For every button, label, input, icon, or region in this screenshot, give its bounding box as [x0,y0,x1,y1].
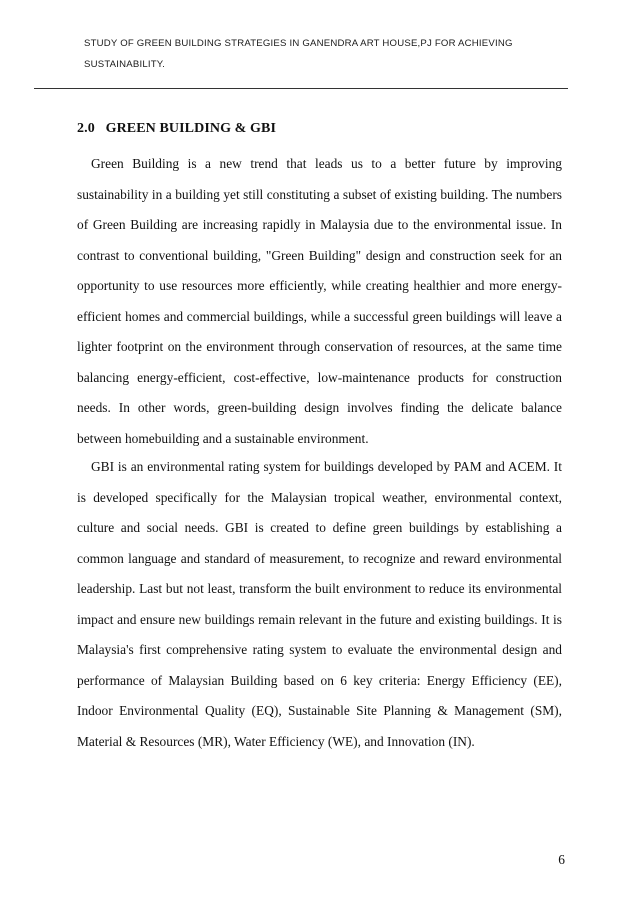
header-divider [34,88,568,89]
running-header [84,33,554,75]
section-heading: 2.0 GREEN BUILDING & GBI [77,121,277,136]
running-header-line-1: STUDY OF GREEN BUILDING STRATEGIES IN GANENDRA ART HOUSE,PJ FOR ACHIEVING [84,38,513,49]
paragraph-gbi: GBI is an environmental rating system for buildings developed by PAM and ACEM. It is developed specifically for the Malaysian tropical weather, environmental context, culture and social needs. GBI is created to define green buildings by establishing a common language and standard of measurement, to recognize and reward environmental leadership. Last but not least, transform the built environment to reduce its environmental impact and ensure new buildings remain relevant in the future and existing buildings. It is Malaysia's first comprehensive rating system to evaluate the environmental design and performance of Malaysian Building based on 6 key criteria: Energy Efficiency (EE), Indoor Environmental Quality (EQ), Sustainable Site Planning & Management (SM), Material & Resources (MR), Water Efficiency (WE), and Innovation (IN). [77,459,562,749]
running-header-line-2: SUSTAINABILITY. [84,59,166,70]
paragraph-green-building: Green Building is a new trend that leads us to a better future by improving sustainability in a building yet still constituting a subset of existing building. The numbers of Green Building are increasing rapidly in Malaysia due to the environmental issue. In contrast to conventional building, "Green Building" design and construction seek for an opportunity to use resources more efficiently, while creating healthier and more energy-efficient homes and commercial buildings, while a successful green buildings will leave a lighter footprint on the environment through conservation of resources, at the same time balancing energy-efficient, cost-effective, low-maintenance products for construction needs. In other words, green-building design involves finding the delicate balance between homebuilding and a sustainable environment. [77,156,562,446]
page-number: 6 [558,852,565,867]
